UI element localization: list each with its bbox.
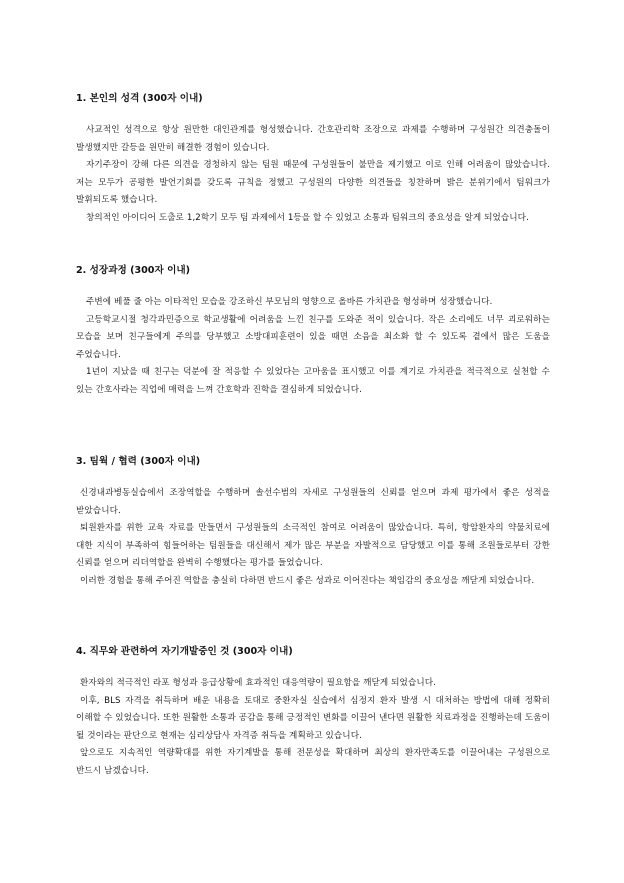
paragraph: 주변에 베풀 줄 아는 이타적인 모습을 강조하신 부모님의 영향으로 올바른 가치관을 형성하며 성장했습니다. [86, 297, 493, 307]
section-self-development [76, 645, 550, 781]
section-personality [76, 92, 550, 228]
section-body [76, 675, 550, 781]
paragraph: 환자와의 적극적인 라포 형성과 응급상황에 효과적인 대응역량이 필요함을 깨닫게 되었습니다. [80, 678, 436, 688]
paragraph: 사교적인 성격으로 항상 원만한 대인관계를 형성했습니다. 간호관리학 조장으로 과제를 수행하며 구성원간 의견충돌이 발생했지만 갈등을 원만히 해결한 경험이 있습니다. [76, 125, 550, 153]
paragraph: 자기주장이 강해 다른 의견을 경청하지 않는 팀원 때문에 구성원들이 불만을 제기했고 이로 인해 어려움이 많았습니다. 저는 모두가 공평한 발언기회를 갖도록 규칙을 정했고 구성원의 다양한 의견들을 칭찬하며 밝은 분위기에서 팀워크가 발휘되도록 했습니다. [76, 160, 550, 206]
paragraph: 이러한 경험을 통해 주어진 역할을 충실히 다하면 반드시 좋은 성과로 이어진다는 책임감의 중요성을 깨닫게 되었습니다. [80, 575, 535, 586]
paragraph: 퇴원환자를 위한 교육 자료를 만들면서 구성원들의 소극적인 참여로 어려움이 많았습니다. 특히, 항암환자의 약물치료에 대한 지식이 부족하여 힘들어하는 팀원들을 대신해서 제가 많은 부분을 자발적으로 담당했고 이를 통해 조원들로부터 강한 신뢰를 얻으며 리더역할을 완벽히 수행했다는 평가를 들었습니다. [76, 523, 550, 569]
section-heading: 1. 본인의 성격 (300자 이내) [76, 93, 203, 104]
paragraph: 신경내과병동실습에서 조장역할을 수행하며 솔선수범의 자세로 구성원들의 신뢰를 얻으며 과제 평가에서 좋은 성적을 받았습니다. [76, 488, 550, 516]
section-body [76, 294, 550, 400]
paragraph: 창의적인 아이디어 도출로 1,2학기 모두 팀 과제에서 1등을 할 수 있었고 소통과 팀워크의 중요성을 알게 되었습니다. [86, 212, 529, 223]
section-teamwork [76, 455, 550, 591]
paragraph: 1년이 지났을 때 친구는 덕분에 잘 적응할 수 있었다는 고마움을 표시했고 이를 계기로 가치관을 적극적으로 실천할 수 있는 간호사라는 직업에 매력을 느껴 간호학과 진학을 결심하게 되었습니다. [76, 367, 550, 395]
section-growth [76, 264, 550, 400]
section-body [76, 485, 550, 591]
section-body [76, 122, 550, 228]
paragraph: 고등학교시절 청각과민증으로 학교생활에 어려움을 느낀 친구를 도와준 적이 있습니다. 작은 소리에도 너무 괴로워하는 모습을 보며 친구들에게 주의를 당부했고 소방대피훈련이 있을 때면 소음을 최소화 할 수 있도록 곁에서 많은 도움을 주었습니다. [76, 314, 550, 360]
section-heading: 3. 팀웍 / 협력 (300자 이내) [76, 456, 201, 467]
paragraph: 이후, BLS 자격을 취득하며 배운 내용을 토대로 중환자실 실습에서 심정지 환자 발생 시 대처하는 방법에 대해 정확히 이해할 수 있었습니다. 또한 원활한 소통과 공감을 통해 긍정적인 변화를 이끌어 낸다면 원활한 치료과정을 진행하는데 도움이 될 것이라는 판단으로 현재는 심리상담사 자격증 취득을 계획하고 있습니다. [76, 695, 550, 741]
paragraph: 앞으로도 지속적인 역량확대를 위한 자기계발을 통해 전문성을 확대하며 최상의 환자만족도를 이끌어내는 구성원으로 반드시 남겠습니다. [76, 748, 550, 776]
section-heading: 4. 직무와 관련하여 자기개발중인 것 (300자 이내) [76, 646, 293, 657]
section-heading: 2. 성장과정 (300자 이내) [76, 265, 191, 276]
